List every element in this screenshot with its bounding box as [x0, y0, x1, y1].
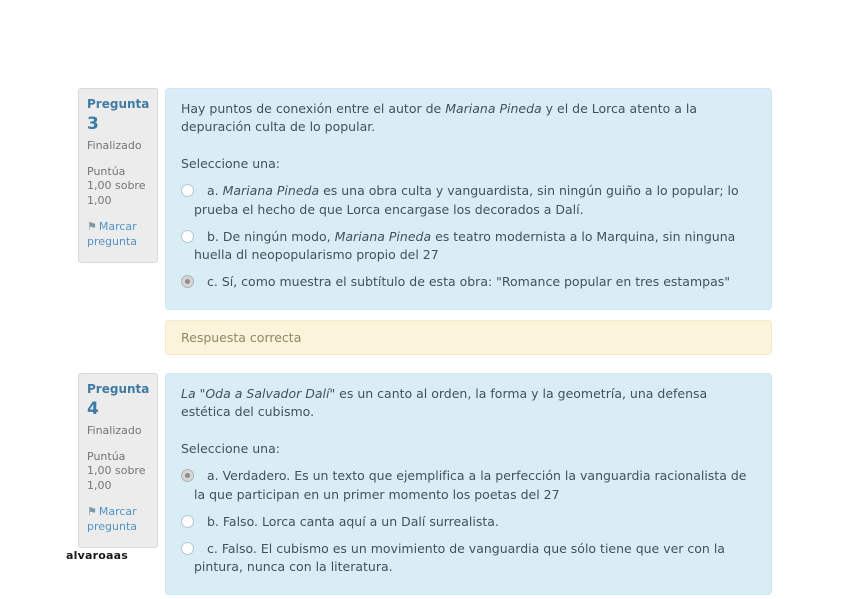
question-info-panel [78, 373, 158, 548]
question-status: Finalizado [87, 423, 142, 437]
flag-question-link[interactable] [87, 505, 149, 535]
question-row [78, 88, 772, 310]
answer-option [181, 540, 756, 576]
question-label: Pregunta [87, 382, 150, 396]
question-block [78, 373, 772, 595]
radio-button[interactable] [181, 230, 194, 243]
answer-option [181, 228, 756, 264]
radio-button[interactable] [181, 184, 194, 197]
radio-button[interactable] [181, 542, 194, 555]
answer-prompt: Seleccione una: [181, 156, 280, 172]
question-content-panel [165, 373, 772, 595]
radio-button[interactable] [181, 275, 194, 288]
question-content-panel [165, 88, 772, 310]
question-header [87, 96, 149, 136]
flag-question-label: Marcar pregunta [87, 220, 138, 248]
answer-option-label[interactable]: c. Sí, como muestra el subtítulo de esta obra: "Romance popular en tres estampas" [207, 273, 730, 289]
question-row [78, 373, 772, 595]
answer-option [181, 467, 756, 503]
question-label: Pregunta [87, 97, 150, 111]
options-list [181, 467, 756, 576]
answer-option-label[interactable]: b. De ningún modo, Mariana Pineda es teatro modernista a lo Marquina, sin ninguna huella dl neopopularismo propio del 27 [194, 228, 736, 262]
question-number: 3 [87, 113, 99, 134]
question-text: La "Oda a Salvador Dalí" es un canto al orden, la forma y la geometría, una defensa estética del cubismo. [181, 386, 708, 420]
question-block [78, 88, 772, 355]
question-header [87, 381, 149, 421]
watermark-username: alvaroaas [66, 549, 128, 562]
question-text: Hay puntos de conexión entre el autor de Mariana Pineda y el de Lorca atento a la depuración culta de lo popular. [181, 101, 698, 135]
radio-button[interactable] [181, 469, 194, 482]
flag-question-label: Marcar pregunta [87, 505, 138, 533]
question-grade: Puntúa 1,00 sobre 1,00 [87, 449, 146, 493]
answer-option [181, 513, 756, 531]
answer-option [181, 182, 756, 218]
quiz-questions-area [78, 88, 772, 595]
answer-option-label[interactable]: a. Mariana Pineda es una obra culta y vanguardista, sin ningún guiño a lo popular; lo prueba el hecho de que Lorca encargase los decorados a Dalí. [194, 183, 739, 217]
flag-icon: ⚑ [87, 220, 97, 234]
question-number: 4 [87, 398, 99, 419]
flag-icon: ⚑ [87, 505, 97, 519]
answer-prompt: Seleccione una: [181, 441, 280, 457]
options-list [181, 182, 756, 291]
answer-option-label[interactable]: b. Falso. Lorca canta aquí a un Dalí surrealista. [207, 513, 499, 529]
answer-option-label[interactable]: c. Falso. El cubismo es un movimiento de vanguardia que sólo tiene que ver con la pintura, nunca con la literatura. [194, 540, 725, 574]
answer-option [181, 273, 756, 291]
feedback-box: Respuesta correcta [165, 320, 772, 355]
answer-option-label[interactable]: a. Verdadero. Es un texto que ejemplifica a la perfección la vanguardia racionalista de la que participan en un primer momento los poetas del 27 [194, 468, 747, 502]
question-status: Finalizado [87, 138, 142, 152]
question-info-panel [78, 88, 158, 263]
question-grade: Puntúa 1,00 sobre 1,00 [87, 164, 146, 208]
radio-button[interactable] [181, 515, 194, 528]
flag-question-link[interactable] [87, 220, 149, 250]
